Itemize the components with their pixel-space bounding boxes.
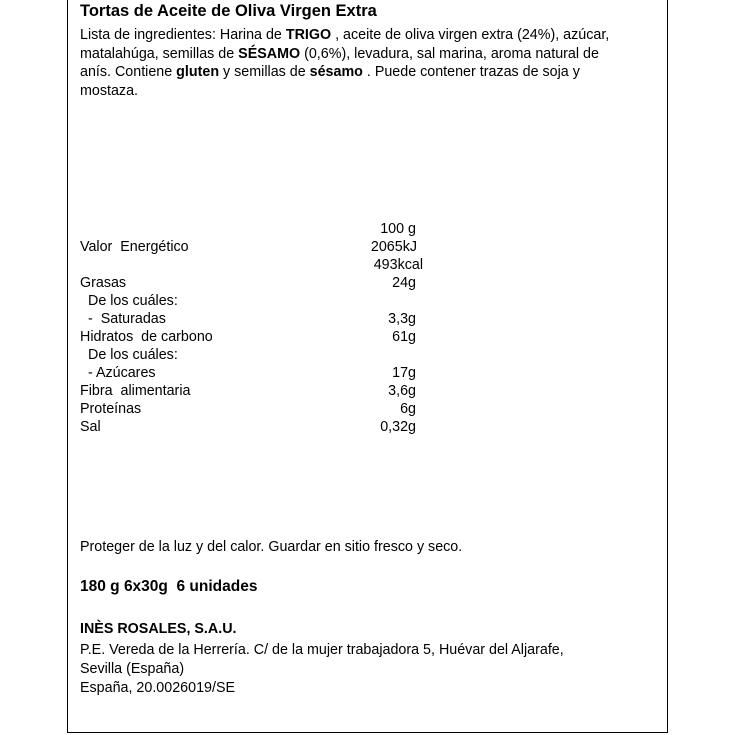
product-title: Tortas de Aceite de Oliva Virgen Extra — [80, 2, 377, 20]
nutrition-per-100g: 100 g — [380, 221, 416, 237]
nutrition-row-kcal — [68, 256, 667, 274]
storage-instructions: Proteger de la luz y del calor. Guardar en sitio fresco y seco. — [80, 539, 463, 555]
ingredients-text: y semillas de — [219, 64, 310, 80]
nutrition-label: De los cuáles: — [88, 293, 178, 309]
address-line: Sevilla (España) — [80, 661, 185, 677]
allergen-sesame: SÉSAMO — [238, 45, 301, 62]
nutrition-header — [68, 220, 667, 238]
nutrition-label: - Azúcares — [88, 365, 156, 381]
nutrition-label: Fibra alimentaria — [80, 383, 191, 399]
ingredients-text: (0,6%), levadura, sal marina, aroma natural de anís. Contiene — [80, 45, 599, 80]
allergen-gluten: gluten — [176, 64, 220, 80]
nutrition-value: 2065kJ — [370, 239, 417, 255]
ingredients-text: Lista de ingredientes: Harina de — [80, 27, 286, 43]
allergen-sesame-lower: sésamo — [309, 64, 363, 80]
address-line: P.E. Vereda de la Herrería. C/ de la mujer trabajadora 5, Huévar del Aljarafe, — [80, 642, 564, 658]
nutrition-label: Valor Energético — [80, 239, 189, 255]
nutrition-value: 3,3g — [388, 311, 416, 327]
nutrition-label: Hidratos de carbono — [80, 329, 213, 345]
nutrition-row-fat — [68, 274, 667, 292]
registry-line: España, 20.0026019/SE — [80, 680, 236, 696]
nutrition-label: De los cuáles: — [88, 347, 178, 363]
nutrition-row-energy — [68, 238, 667, 256]
nutrition-value: 61g — [392, 329, 416, 345]
allergen-wheat: TRIGO — [285, 27, 332, 43]
nutrition-row-sugars — [68, 364, 667, 382]
ingredients-text: , aceite de oliva virgen extra (24%), azúcar, matalahúga, semillas de — [80, 27, 610, 62]
net-weight: 180 g 6x30g 6 unidades — [80, 578, 258, 595]
nutrition-row-protein — [68, 400, 667, 418]
manufacturer-name: INÈS ROSALES, S.A.U. — [80, 621, 237, 637]
nutrition-row-fibre — [68, 382, 667, 400]
nutrition-row-fat-sub — [68, 292, 667, 310]
nutrition-value: 493kcal — [373, 257, 423, 273]
manufacturer-address — [80, 641, 640, 698]
ingredients-text: . Puede contener trazas de soja y mostaza. — [80, 64, 580, 99]
nutrition-label: Sal — [80, 419, 101, 435]
nutrition-label: Proteínas — [80, 401, 142, 417]
ingredients-list — [80, 26, 620, 100]
nutrition-value: 17g — [392, 365, 416, 381]
nutrition-value: 6g — [400, 401, 416, 417]
nutrition-row-saturated — [68, 310, 667, 328]
nutrition-row-salt — [68, 418, 667, 436]
nutrition-row-carbs-sub — [68, 346, 667, 364]
nutrition-value: 3,6g — [388, 383, 416, 399]
nutrition-label: Grasas — [80, 275, 127, 291]
nutrition-label: - Saturadas — [88, 311, 166, 327]
nutrition-row-carbs — [68, 328, 667, 346]
nutrition-value: 0,32g — [380, 419, 416, 435]
product-label — [67, 0, 668, 733]
nutrition-value: 24g — [392, 275, 416, 291]
